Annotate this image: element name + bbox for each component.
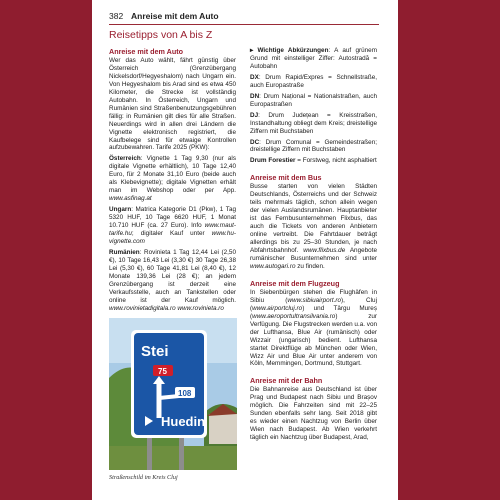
sign-text-stei: Stei [141, 343, 169, 360]
sign-road-108: 108 [178, 389, 192, 398]
text-austria: : Vignette 1 Tag 9,30 (nur als digitale Vignette erhältlich), 10 Tage 12,40 Euro, für 2 Monate 31,10 Euro (beide auch als Klebevignette); digitale Vignetten erhält man im Webshop oder per App. [109, 155, 236, 195]
chapter-title: Reisetipps von A bis Z [109, 29, 213, 41]
abbreviation-key: DC [250, 138, 260, 146]
text-bus: Busse starten von vielen Städten Deutschlands, Österreichs und der Schweiz teils mehrmals täglich, schon allein wegen der vielen Auslandsrumänen. Hauptanbieter ist das Fernbusunternehmen Flixbus, das auch die Tickets von anderen Anbietern online vertreibt. Die Fahrtdauer beträgt allerdings bis zu 25–30 Stunden, je nach Abfahrtsbahnhof. [250, 183, 377, 255]
road-sign-photo [109, 318, 237, 470]
abbreviation-key: DX [250, 73, 259, 81]
running-section-title: Anreise mit dem Auto [131, 11, 219, 21]
link-flixbus[interactable]: www.flixbus.de [303, 247, 346, 255]
link-rovinieta[interactable]: www.rovinieta.ro [177, 304, 224, 312]
text-plane-1: In Siebenbürgen stehen die Flughäfen in Sibiu ( [250, 288, 377, 304]
paragraph-hungary [109, 206, 236, 246]
left-column [109, 47, 236, 316]
road-sign-illustration [109, 318, 237, 470]
paragraph-austria [109, 155, 236, 203]
abbreviation-key: Drum Forestier [250, 157, 296, 165]
book-page [92, 0, 398, 500]
page-number: 382 [109, 11, 124, 21]
text-plane-4: ) zur Verfügung. Die Flugstrecken werden u.a. von der Lufthansa, Blue Air (rumänisch) oder Wizzair (ungarisch) bedient. Lufthansa startet Direktflüge ab München oder Wien, Wizz Air und Blue Air unter anderem von Köln, Memmingen, Dortmund, Stuttgart. [250, 312, 377, 368]
abbreviation-value: : Drum Comunal = Gemeindestraßen; dreistellige Ziffern mit Buchstaben [250, 138, 377, 154]
abbreviations-title: ▸ Wichtige Abkürzungen [250, 47, 329, 54]
link-hu-vignette[interactable]: www.hu-vignette.com [109, 230, 236, 245]
paragraph-auto-intro: Wer das Auto wählt, fährt günstig über Österreich (Grenzübergang Nickelsdorf/Hegyeshalom) nach Ungarn ein. Von Hegyeshalom bis Arad sind es etwa 450 Kilometer, die Strecke ist vollständig Autobahn. In Österreich, Ungarn und Rumänien sind Straßenbenutzungsgebühren fällig: in Rumänien gilt dies für alle Straßen. Neuerdings wird in allen drei Ländern die Vignette elektronisch registriert, die Kaufbelege sind für etwaige Kontrollen aufzubewahren. Tarife 2025 (PKW): [109, 57, 236, 152]
link-sibiu-airport[interactable]: www.sibiuairport.ro [287, 296, 341, 304]
paragraph-plane [250, 289, 377, 369]
text-plane-3: ) und Târgu Mureș ( [250, 304, 377, 320]
abbreviation-dj [250, 112, 377, 136]
label-romania: Rumänien [109, 248, 140, 256]
abbreviation-dn [250, 93, 377, 109]
heading-auto: Anreise mit dem Auto [109, 47, 184, 56]
abbreviation-key: DJ [250, 111, 259, 119]
sign-text-huedin: Huedin [161, 414, 206, 429]
text-hungary-mid: ; digitaler Kauf unter [131, 230, 212, 238]
abbreviation-dx [250, 74, 377, 90]
text-romania: : Rovinieta 1 Tag 12,44 Lei (2,50 €), 10 Tage 16,43 Lei (3,30 €) 30 Tage 26,38 Lei (5,30 €), 60 Tage 41,81 Lei (8,40 €), 12 Monate 139,36 Lei (28 €); an jedem Grenzübergang ist derzeit eine Verkaufsstelle, auch an Tankstellen oder online ist der Kauf möglich. [109, 248, 236, 304]
heading-bus: Anreise mit dem Bus [250, 173, 322, 183]
abbreviations-intro [250, 47, 377, 71]
abbreviation-value: : Drum Județean = Kreisstraßen, Instandhaltung obliegt dem Kreis; dreistellige Ziffern mit Buchstaben [250, 111, 377, 135]
photo-caption: Straßenschild im Kreis Cluj [109, 474, 178, 481]
link-autogari[interactable]: www.autogari.ro [250, 262, 296, 270]
link-cluj-airport[interactable]: www.airportcluj.ro [252, 304, 303, 312]
abbreviation-forestier [250, 157, 377, 165]
text-bus-3: zu finden. [295, 262, 325, 270]
link-asfinag[interactable]: www.asfinag.at [109, 195, 152, 203]
label-austria: Österreich [109, 155, 141, 163]
label-hungary: Ungarn [109, 206, 132, 214]
paragraph-bus [250, 183, 377, 270]
text-hungary: : Matrica Kategorie D1 (Pkw), 1 Tag 5320 HUF, 10 Tage 6620 HUF, 1 Monat 10.710 HUF (ca. 27 Euro). Info [109, 206, 236, 230]
running-header [109, 10, 379, 25]
text-bus-2: Angebote rumänischer Busunternehmen sind unter [250, 247, 377, 262]
abbreviations-a: : A auf grünem Grund mit einstelliger Ziffer: Autostradă = Autobahn [250, 47, 377, 70]
link-maut-tarife[interactable]: www.maut-tarife.hu [109, 222, 236, 238]
abbreviation-value: : Drum Rapid/Expres = Schnellstraße, auch Europastraße [250, 73, 377, 89]
abbreviation-value: = Forstweg, nicht asphaltiert [295, 157, 377, 165]
abbreviation-key: DN [250, 92, 260, 100]
paragraph-rail: Die Bahnanreise aus Deutschland ist über Prag und Budapest nach Sibiu und Brașov möglich. Die Fahrzeiten sind mit 22–25 Sunden ebenfalls sehr lang. Seit 2018 gibt es wieder einen Nachtzug von Berlin über Wien nach Budapest. Ab Wien verkehrt täglich ein Nachtzug über Budapest, Arad, [250, 386, 377, 442]
text-plane-2: ), Cluj ( [250, 296, 377, 312]
link-transilvania-airport[interactable]: www.aeroportultransilvania.ro [252, 312, 336, 320]
link-rovinietadigitala[interactable]: www.rovinietadigitala.ro [109, 304, 176, 312]
paragraph-romania [109, 249, 236, 313]
abbreviation-value: : Drum Național = Nationalstraßen, auch Europastraßen [250, 92, 377, 108]
right-column [250, 47, 377, 445]
sign-road-75: 75 [158, 367, 167, 376]
abbreviation-dc [250, 139, 377, 155]
heading-rail: Anreise mit der Bahn [250, 376, 323, 386]
heading-plane: Anreise mit dem Flugzeug [250, 278, 340, 288]
